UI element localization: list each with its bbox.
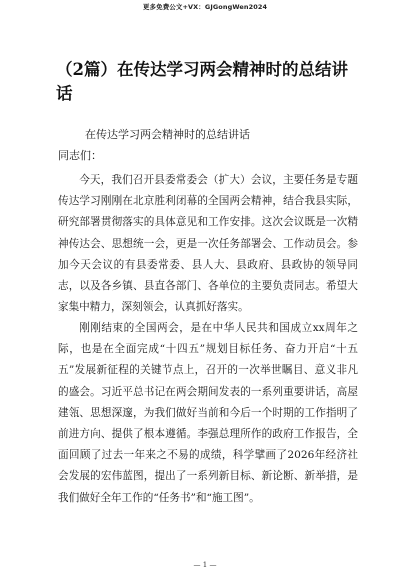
- body-paragraph-2: 刚刚结束的全国两会，是在中华人民共和国成立xx周年之际，也是在全面完成“十四五”规划目标任务、奋力开启“十五五”发展新征程的关键节点上，召开的一次举世瞩目、意义非凡的盛会。习近平总书记在两会期间发表的一系列重要讲话，高屋建瓴、思想深邃，为我们做好当前和今后一个时期的工作指明了前进方向、提供了根本遵循。李强总理所作的政府工作报告，全面回顾了过去一年来之不易的成绩，科学擘画了2026年经济社会发展的宏伟蓝图，提出了一系列新目标、新论断、新举措，是我们做好全年工作的“任务书”和“施工图”。: [58, 322, 358, 504]
- document-header: 更多免费公文+VX：GJGongWen2024: [142, 3, 268, 11]
- salutation: 同志们：: [58, 149, 102, 162]
- page-number: — 1 —: [193, 561, 217, 569]
- speech-subtitle: 在传达学习两会精神时的总结讲话: [85, 128, 250, 141]
- document-title: （2篇）在传达学习两会精神时的总结讲话: [56, 60, 348, 103]
- body-paragraph-1: 今天，我们召开县委常委会（扩大）会议，主要任务是专题传达学习刚刚在北京胜利闭幕的全国两会精神，结合我县实际，研究部署贯彻落实的具体意见和工作安排。这次会议既是一次精神传达会、思想统一会，更是一次任务部署会、工作动员会。参加今天会议的有县委常委、县人大、县政府、县政协的领导同志，以及各乡镇、县直各部门、各单位的主要负责同志。希望大家集中精力，深刻领会，认真抓好落实。: [58, 174, 358, 314]
